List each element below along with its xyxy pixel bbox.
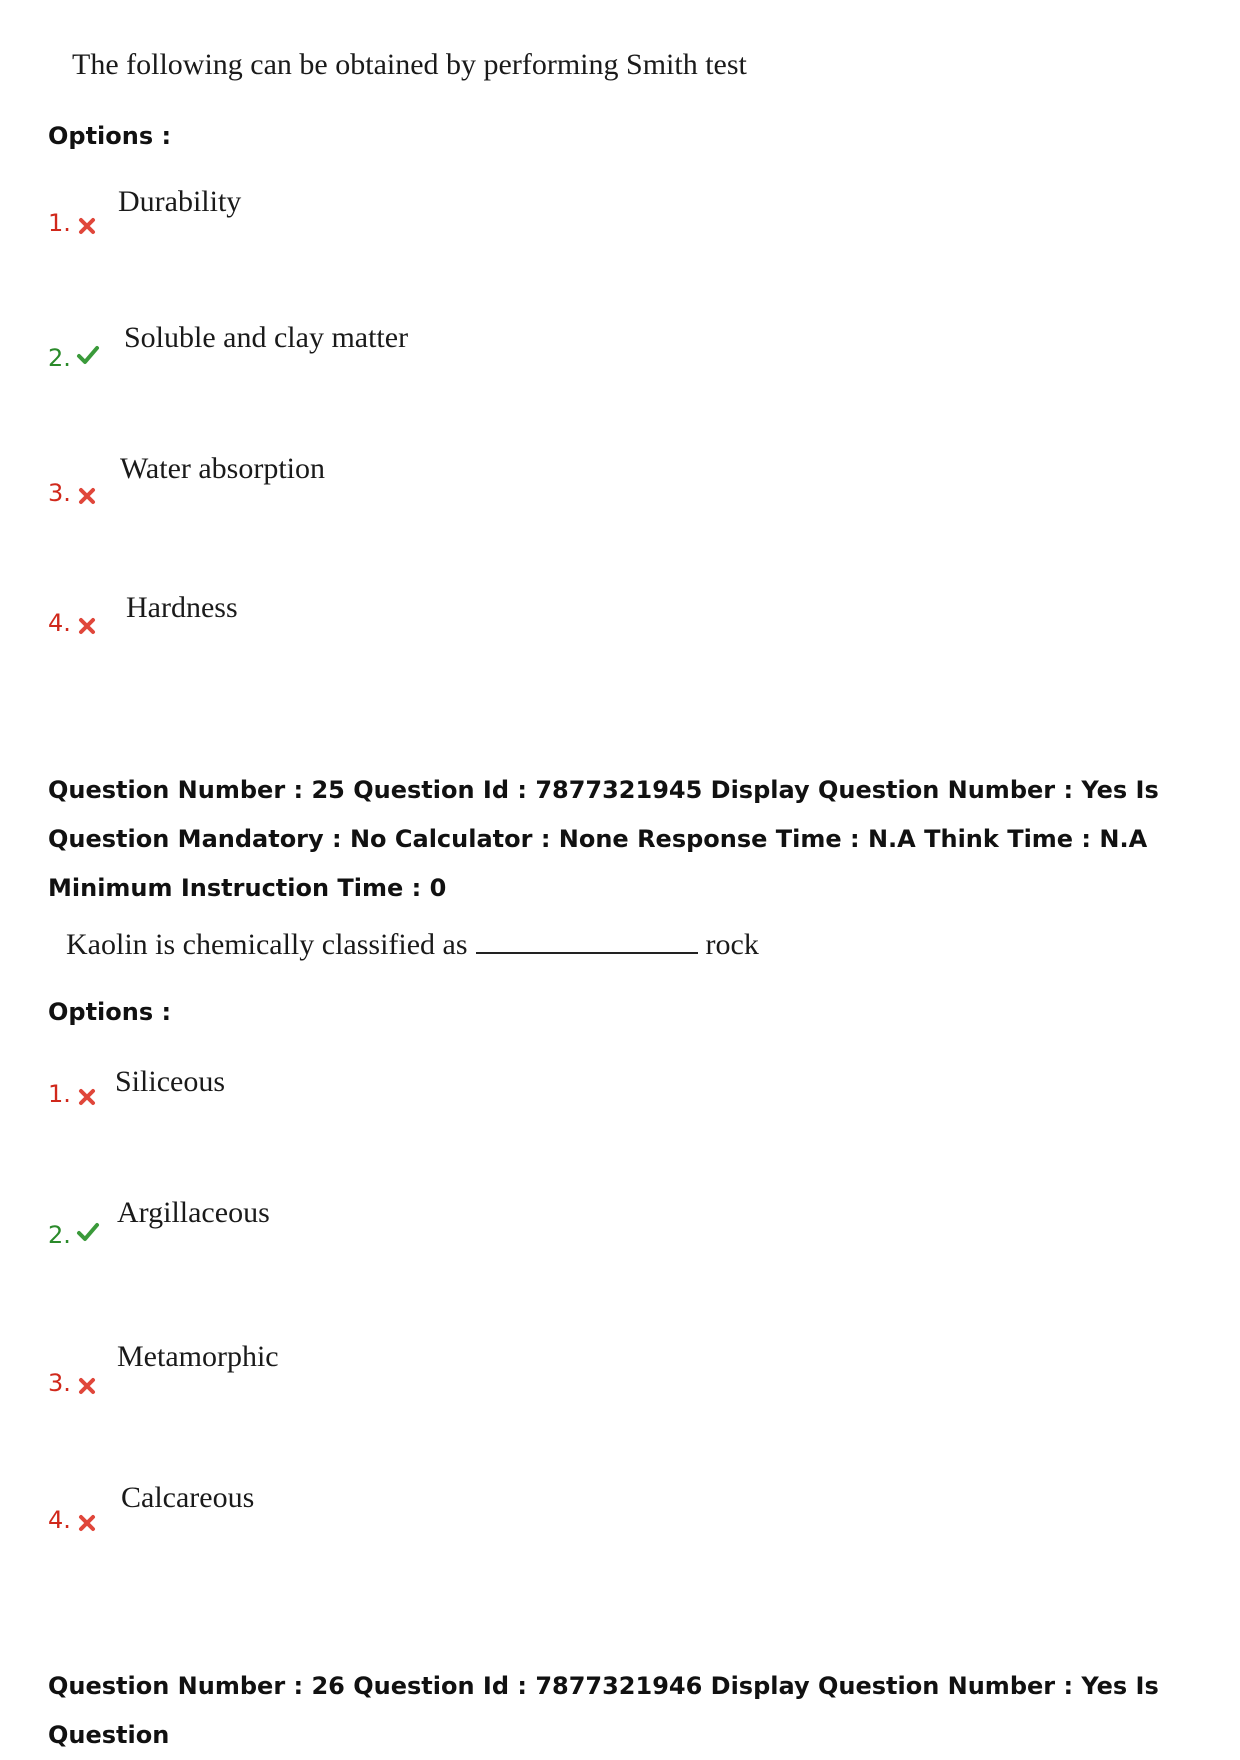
option-number: 3. <box>48 479 71 507</box>
check-icon <box>76 1221 100 1243</box>
option-number: 4. <box>48 609 71 637</box>
cross-icon <box>77 1513 97 1533</box>
check-icon <box>76 344 100 366</box>
option-text: Argillaceous <box>117 1196 270 1229</box>
option-text: Metamorphic <box>117 1340 279 1373</box>
cross-icon <box>77 486 97 506</box>
option-number: 3. <box>48 1369 71 1397</box>
option-number: 4. <box>48 1506 71 1534</box>
question-metadata: Question Number : 25 Question Id : 7877321945 Display Question Number : Yes Is Question Mandatory : No Calculator : None Response Time : N.A Think Time : N.A Minimum Instruction Time : 0 <box>48 776 1159 902</box>
cross-icon <box>77 1087 97 1107</box>
cross-icon <box>77 216 97 236</box>
option-text: Water absorption <box>120 452 326 485</box>
option-number: 1. <box>48 1080 71 1108</box>
option-number: 1. <box>48 209 71 237</box>
option-text: Durability <box>118 185 242 218</box>
fill-in-blank <box>476 928 698 954</box>
question-text <box>66 928 759 962</box>
option-text: Soluble and clay matter <box>124 321 409 354</box>
option-text: Calcareous <box>121 1481 255 1514</box>
cross-icon <box>77 1376 97 1396</box>
options-label: Options : <box>48 122 172 150</box>
question-text-part: rock <box>705 928 759 961</box>
option-number: 2. <box>48 344 71 372</box>
question-metadata: Question Number : 26 Question Id : 7877321946 Display Question Number : Yes Is Question <box>48 1672 1159 1749</box>
option-number: 2. <box>48 1221 71 1249</box>
option-text: Hardness <box>126 591 238 624</box>
question-text: The following can be obtained by performing Smith test <box>72 48 747 81</box>
question-text-part: Kaolin is chemically classified as <box>66 928 468 961</box>
options-label: Options : <box>48 998 172 1026</box>
cross-icon <box>77 616 97 636</box>
option-text: Siliceous <box>115 1065 225 1098</box>
